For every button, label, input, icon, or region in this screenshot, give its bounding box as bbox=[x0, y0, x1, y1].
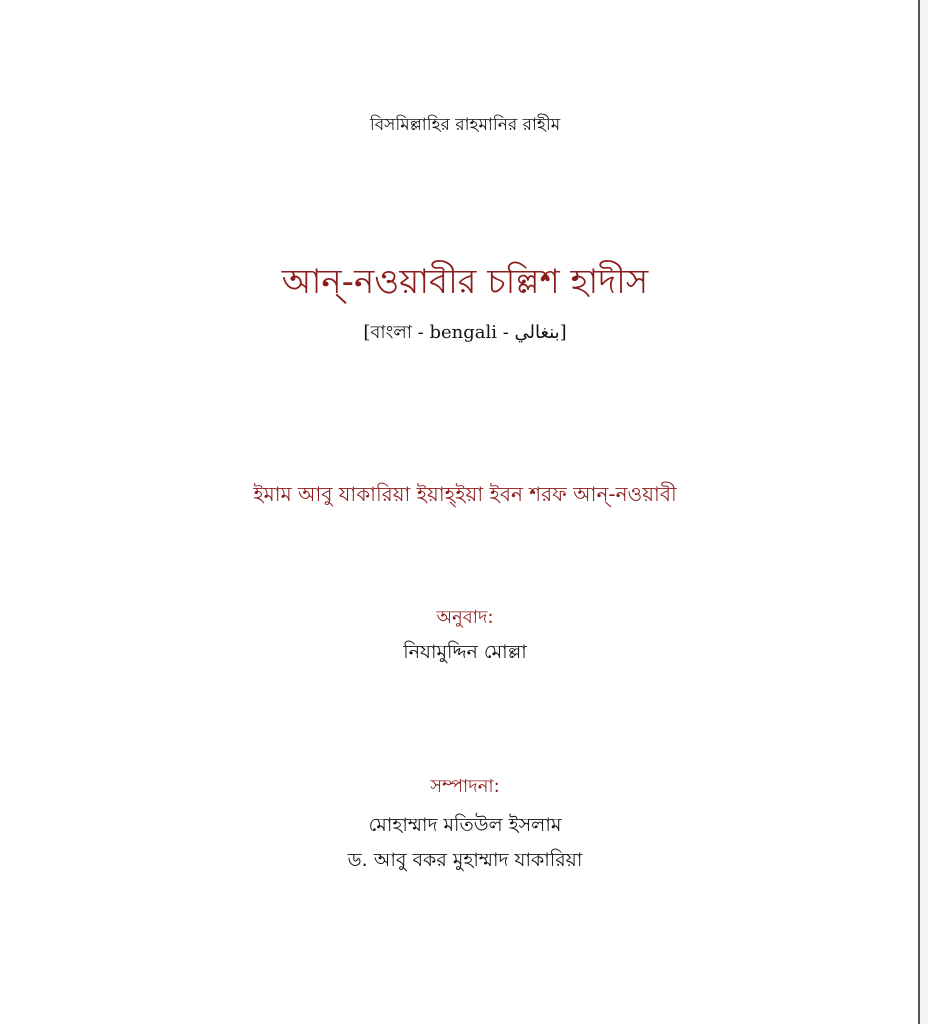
language-line: [বাংলা - bengali - بنغالي] bbox=[363, 322, 567, 343]
editing-label: সম্পাদনা: bbox=[430, 776, 500, 797]
page-edge-shadow bbox=[920, 0, 928, 1024]
bismillah-text: বিসমিল্লাহির রাহমানির রাহীম bbox=[369, 115, 561, 135]
editor-name: মোহাম্মাদ মতিউল ইসলাম bbox=[368, 814, 562, 836]
author-name: ইমাম আবু যাকারিয়া ইয়াহ্ইয়া ইবন শরফ আন্-নওয়াবী bbox=[253, 482, 677, 506]
page-edge-border bbox=[918, 0, 920, 1024]
translation-label: অনুবাদ: bbox=[436, 607, 494, 628]
translator-name: নিযামুদ্দিন মোল্লা bbox=[403, 641, 527, 663]
editor-name: ড. আবু বকর মুহাম্মাদ যাকারিয়া bbox=[347, 849, 583, 871]
book-title: আন্-নওয়াবীর চল্লিশ হাদীস bbox=[281, 262, 649, 302]
